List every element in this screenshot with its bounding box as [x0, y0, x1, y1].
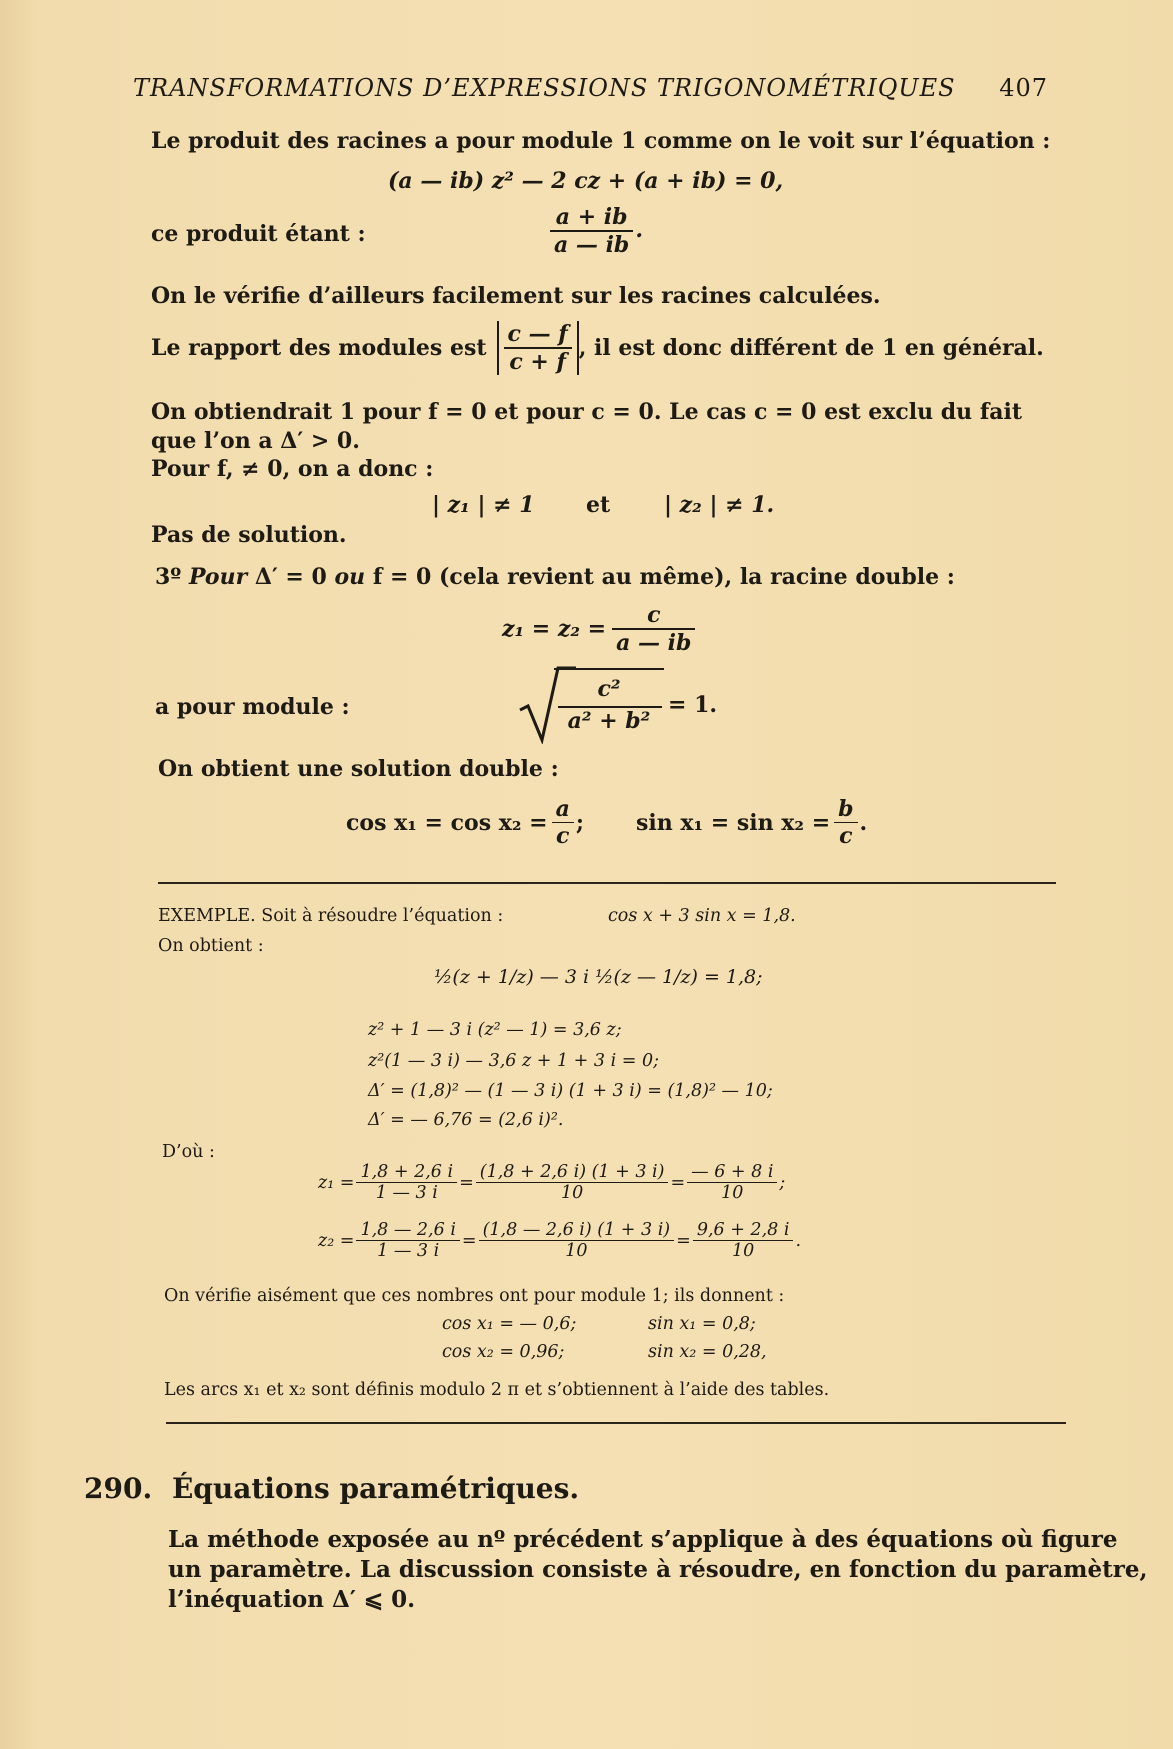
text: , il est donc différent de 1 en général. — [578, 335, 1044, 361]
text: z₁ = z₂ = — [502, 616, 607, 642]
example-title: EXEMPLE. Soit à résoudre l’équation : — [158, 906, 504, 926]
fraction-denominator: 10 — [479, 1240, 675, 1261]
fraction-denominator: c — [834, 822, 857, 849]
fraction-numerator: b — [838, 796, 854, 822]
text: z₁ = — [318, 1172, 355, 1193]
example-text: Les arcs x₁ et x₂ sont définis modulo 2 π et s’obtiennent à l’aide des tables. — [164, 1380, 830, 1400]
fraction-denominator: 10 — [687, 1182, 777, 1203]
example-equation: z₁ = $\frac{1,8 + 2,6 i}{1 — 3 i}$ = $\frac{(1,8 + 2,6 i) (1 + 3 i)}{10}$ = $\frac{— 6 + 8 i}{10}$ ; — [318, 1162, 786, 1203]
fraction-denominator: c — [552, 822, 574, 849]
paragraph: La méthode exposée au nº précédent s’applique à des équations où figure — [168, 1526, 1118, 1553]
section-heading — [84, 1472, 579, 1505]
example-equation: z² + 1 — 3 i (z² — 1) = 3,6 z; — [368, 1020, 622, 1040]
fraction-numerator: c — [647, 602, 661, 628]
fraction-denominator: 1 — 3 i — [356, 1182, 457, 1203]
paragraph: On obtiendrait 1 pour f = 0 et pour c = 0. Le cas c = 0 est exclu du fait — [151, 399, 1023, 425]
paragraph: l’inéquation Δ′ ⩽ 0. — [168, 1586, 416, 1613]
example-equation: cos x + 3 sin x = 1,8. — [608, 906, 796, 926]
fraction-denominator: a — ib — [612, 628, 695, 656]
paragraph — [155, 564, 955, 590]
text: 3º — [155, 564, 182, 590]
divider — [166, 1422, 1066, 1424]
equation-rhs: = 1. — [668, 692, 718, 718]
fraction: $\frac{a + ib}{a — ib}$ . — [548, 204, 643, 258]
text: Δ′ = 0 — [254, 564, 327, 590]
text: Le rapport des modules est — [151, 335, 487, 361]
fraction-denominator: 10 — [476, 1182, 669, 1203]
paragraph: Le produit des racines a pour module 1 comme on le voit sur l’équation : — [151, 128, 1051, 154]
example-equation: z²(1 — 3 i) — 3,6 z + 1 + 3 i = 0; — [368, 1051, 660, 1071]
fraction-numerator: (1,8 — 2,6 i) (1 + 3 i) — [482, 1220, 671, 1240]
text: f = 0 (cela revient au même), la racine double : — [372, 564, 955, 590]
equation — [502, 602, 697, 656]
example-text: D’où : — [162, 1142, 215, 1162]
fraction-denominator: 1 — 3 i — [356, 1240, 459, 1261]
text: sin x₁ = sin x₂ = — [636, 809, 831, 836]
fraction-numerator: 9,6 + 2,8 i — [696, 1220, 790, 1240]
equation: (a — ib) z² — 2 cz + (a + ib) = 0, — [388, 168, 784, 194]
equation: | z₂ | ≠ 1. — [664, 492, 775, 518]
equation: cos x₁ = cos x₂ = $\frac{a}{c}$ ; — [346, 796, 584, 849]
paragraph: un paramètre. La discussion consiste à résoudre, en fonction du paramètre, — [168, 1556, 1148, 1583]
section-number: 290. — [84, 1472, 153, 1505]
example-equation: sin x₁ = 0,8; — [648, 1314, 756, 1334]
section-title: Équations paramétriques. — [171, 1472, 580, 1505]
sqrt-equation — [518, 664, 718, 744]
paragraph: On obtient une solution double : — [158, 756, 559, 782]
fraction-numerator: c — f — [507, 321, 568, 347]
paragraph: Pour f, ≠ 0, on a donc : — [151, 456, 434, 482]
paragraph: Pas de solution. — [151, 522, 347, 548]
divider — [158, 882, 1056, 884]
fraction-numerator: (1,8 + 2,6 i) (1 + 3 i) — [479, 1162, 665, 1182]
fraction-denominator: a² + b² — [567, 708, 651, 734]
fraction-denominator: c + f — [504, 347, 572, 375]
paragraph: a pour module : — [155, 694, 350, 720]
example-text: On vérifie aisément que ces nombres ont pour module 1; ils donnent : — [164, 1286, 785, 1306]
text: ou — [334, 564, 366, 590]
absolute-value — [497, 321, 579, 375]
header-title: TRANSFORMATIONS D’EXPRESSIONS TRIGONOMÉTRIQUES — [133, 74, 956, 102]
running-header — [133, 74, 1048, 102]
fraction-numerator: — 6 + 8 i — [691, 1162, 774, 1182]
paragraph: On le vérifie d’ailleurs facilement sur les racines calculées. — [151, 283, 881, 309]
example-equation: cos x₂ = 0,96; — [442, 1342, 565, 1362]
fraction-numerator: c² — [597, 676, 621, 702]
text: z₂ = — [318, 1230, 355, 1251]
fraction-numerator: a + ib — [555, 204, 628, 230]
example-equation: Δ′ = — 6,76 = (2,6 i)². — [368, 1110, 564, 1130]
fraction-numerator: 1,8 + 2,6 i — [360, 1162, 454, 1182]
fraction-denominator: a — ib — [550, 230, 633, 258]
example-equation: Δ′ = (1,8)² — (1 — 3 i) (1 + 3 i) = (1,8)² — 10; — [368, 1081, 773, 1101]
example-text: On obtient : — [158, 936, 264, 956]
fraction-numerator: a — [555, 796, 570, 822]
paragraph — [151, 321, 1044, 375]
paragraph: que l’on a Δ′ > 0. — [151, 428, 360, 454]
fraction-numerator: 1,8 — 2,6 i — [360, 1220, 456, 1240]
text: Pour — [188, 564, 248, 590]
fraction-denominator: 10 — [693, 1240, 794, 1261]
example-equation: ½(z + 1/z) — 3 i ½(z — 1/z) = 1,8; — [434, 966, 763, 988]
paragraph: ce produit étant : — [151, 221, 366, 247]
page-number: 407 — [999, 74, 1048, 102]
example-equation: sin x₂ = 0,28, — [648, 1342, 767, 1362]
equation: sin x₁ = sin x₂ = $\frac{b}{c}$ . — [636, 796, 868, 849]
text: et — [586, 492, 611, 518]
equation: | z₁ | ≠ 1 — [432, 492, 535, 518]
example-equation: z₂ = $\frac{1,8 — 2,6 i}{1 — 3 i}$ = $\frac{(1,8 — 2,6 i) (1 + 3 i)}{10}$ = $\frac{9,6 + 2,8 i}{10}$ . — [318, 1220, 802, 1261]
example-equation: cos x₁ = — 0,6; — [442, 1314, 577, 1334]
text: cos x₁ = cos x₂ = — [346, 809, 548, 836]
